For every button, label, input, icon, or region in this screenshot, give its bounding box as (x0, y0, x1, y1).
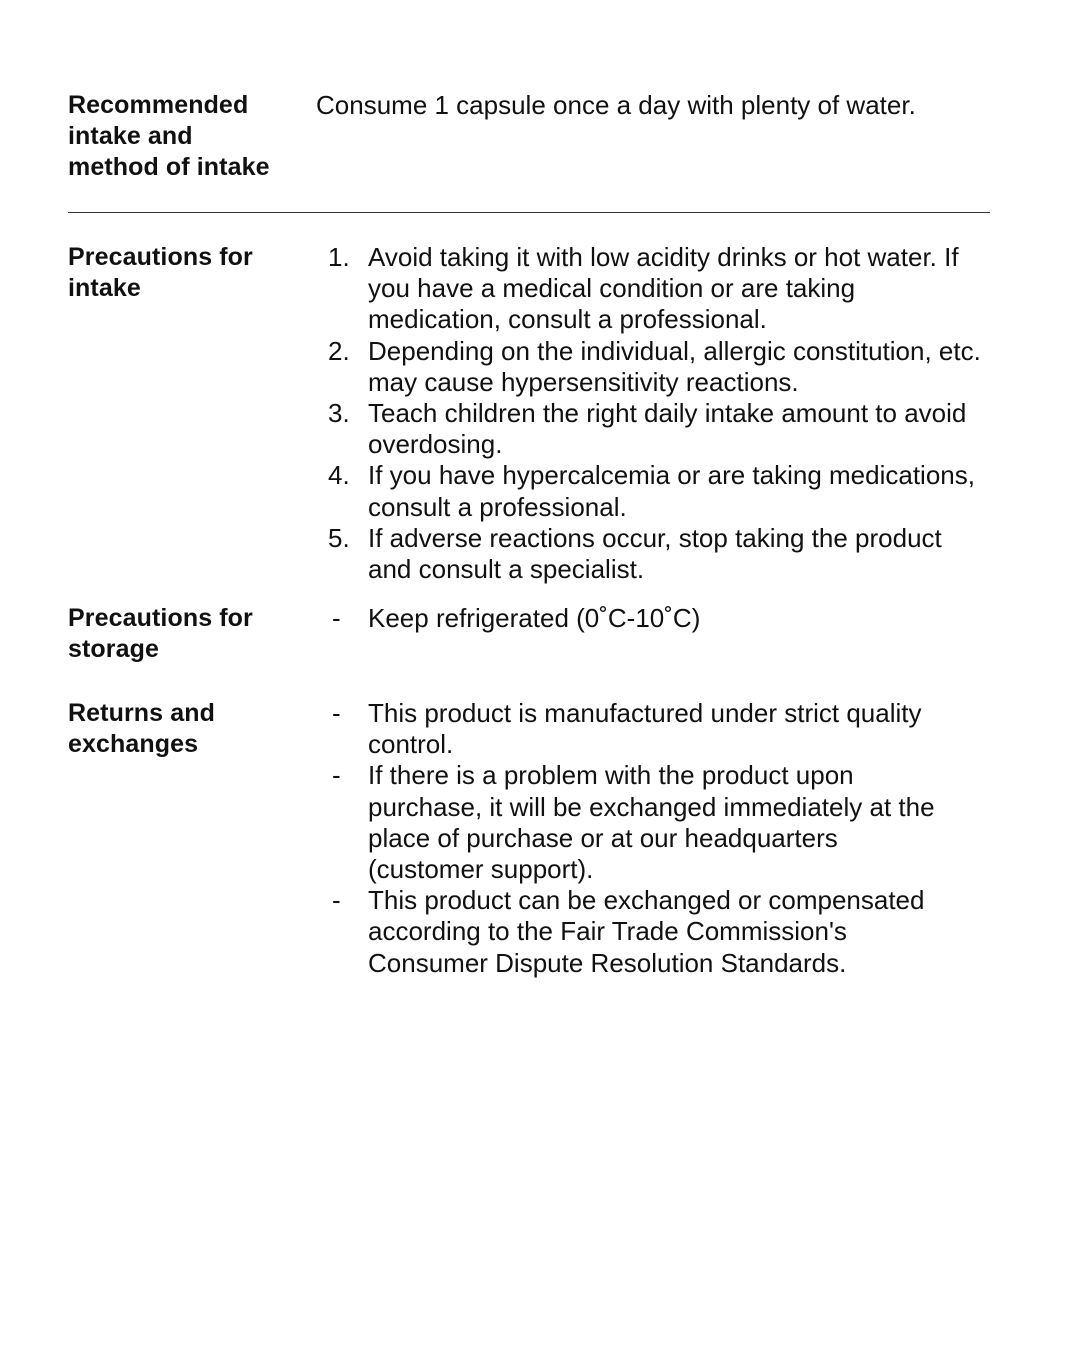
list-item-text: Keep refrigerated (0˚C-10˚C) (368, 603, 701, 633)
section-divider (68, 212, 990, 213)
list-item (320, 460, 990, 522)
list-item (320, 760, 960, 885)
list-item (320, 336, 990, 398)
list-item-text: Teach children the right daily intake amount to avoid overdosing. (368, 398, 967, 460)
section-label-precautions-intake: Precautions for intake (68, 243, 253, 302)
list-item (320, 885, 960, 979)
precautions-intake-list (320, 242, 990, 585)
list-item-text: This product can be exchanged or compensated according to the Fair Trade Commission's Consumer Dispute Resolution Standards. (368, 885, 925, 978)
list-item-text: This product is manufactured under strict quality control. (368, 698, 922, 760)
intake-instruction-text: Consume 1 capsule once a day with plenty of water. (316, 90, 916, 120)
list-marker: - (332, 698, 341, 728)
list-marker: 2. (328, 335, 350, 366)
list-item-text: Depending on the individual, allergic constitution, etc. may cause hypersensitivity reactions. (368, 335, 981, 397)
list-item-text: Avoid taking it with low acidity drinks or hot water. If you have a medical condition or are taking medication, consult a professional. (368, 242, 959, 335)
list-item (320, 398, 990, 460)
returns-exchanges-list (320, 698, 960, 979)
list-marker: - (332, 760, 341, 791)
list-marker: 4. (328, 460, 350, 491)
section-label-returns-exchanges: Returns and exchanges (68, 699, 215, 758)
list-marker: 3. (328, 398, 350, 429)
list-item (320, 523, 990, 585)
list-marker: - (332, 885, 341, 916)
precautions-storage-list (320, 603, 990, 634)
section-label-recommended-intake: Recommended intake and method of intake (68, 91, 270, 181)
list-marker: 1. (328, 242, 350, 272)
section-label-precautions-storage: Precautions for storage (68, 604, 253, 663)
list-marker: - (332, 603, 341, 633)
list-marker: 5. (328, 522, 350, 553)
list-item (320, 242, 990, 336)
list-item (320, 698, 960, 760)
list-item-text: If there is a problem with the product upon purchase, it will be exchanged immediately at the place of purchase or at our headquarters (customer support). (368, 760, 935, 885)
list-item-text: If you have hypercalcemia or are taking medications, consult a professional. (368, 460, 975, 522)
list-item-text: If adverse reactions occur, stop taking the product and consult a specialist. (368, 522, 942, 585)
list-item (320, 603, 990, 634)
